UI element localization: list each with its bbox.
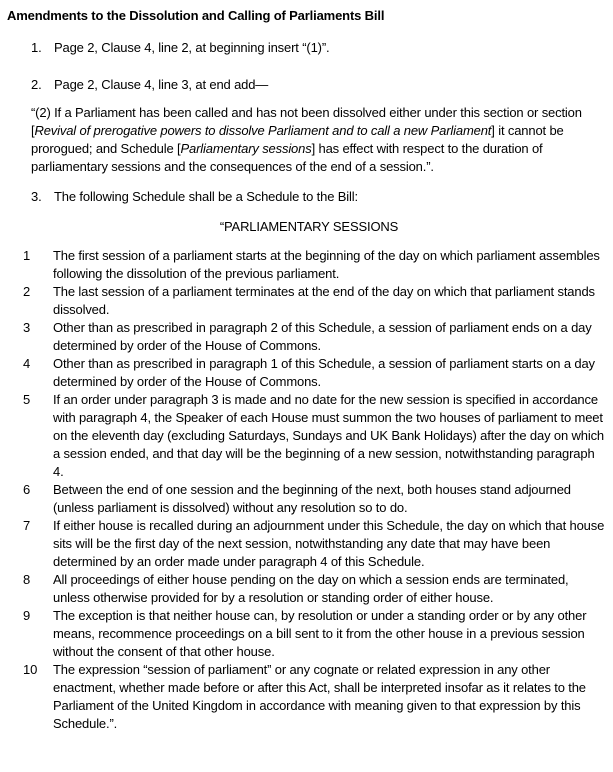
paragraph-number: 4 (23, 356, 31, 371)
paragraph-number: 6 (23, 482, 31, 497)
paragraph-number: 1 (23, 248, 31, 263)
paragraph-number: 9 (23, 608, 31, 623)
paragraph-number: 2 (23, 284, 31, 299)
schedule-paragraph (7, 481, 605, 517)
amendment-number: 2. (31, 77, 42, 92)
schedule-paragraph (7, 247, 605, 283)
paragraph-text: The expression “session of parliament” or any cognate or related expression in any other enactment, whether made before or after this Act, shall be interpreted insofar as it relates to the Parliament of the United Kingdom in accordance with meaning given to that expression by this Schedule.”. (53, 662, 586, 731)
paragraph-text: All proceedings of either house pending on the day on which a session ends are terminated, unless otherwise provided for by a resolution or standing order of either house. (53, 572, 569, 605)
paragraph-text: Between the end of one session and the beginning of the next, both houses stand adjourned (unless parliament is dissolved) without any resolution so to do. (53, 482, 571, 515)
paragraph-number: 7 (23, 518, 31, 533)
paragraph-text: Other than as prescribed in paragraph 2 of this Schedule, a session of parliament ends on a day determined by order of the House of Commons. (53, 320, 592, 353)
amendment-text: The following Schedule shall be a Schedule to the Bill: (54, 189, 358, 204)
paragraph-text: The last session of a parliament terminates at the end of the day on which that parliament stands dissolved. (53, 284, 595, 317)
amendment-2 (31, 76, 605, 94)
inserted-subsection-quote (31, 104, 605, 176)
schedule-paragraph (7, 661, 605, 733)
schedule-paragraph (7, 283, 605, 319)
quote-text-part-1: “(2) If a Parliament has been called and has not been dissolved either under this section or section [ (31, 105, 582, 138)
quote-text-part-3: ] has effect with respect to the duration of parliamentary sessions and the consequences of the end of a session.”. (31, 141, 543, 174)
paragraph-text: If an order under paragraph 3 is made and no date for the new session is specified in accordance with paragraph 4, the Speaker of each House must summon the two houses of parliament to meet on the eleventh day (excluding Saturdays, Sundays and UK Bank Holidays) after the day on which a session ended, and that day will be the beginning of a new session, notwithstanding paragraph 4. (53, 392, 605, 479)
paragraph-number: 3 (23, 320, 31, 335)
amendment-text: Page 2, Clause 4, line 2, at beginning insert “(1)”. (54, 40, 330, 55)
paragraph-text: The first session of a parliament starts at the beginning of the day on which parliament assembles following the dissolution of the previous parliament. (53, 248, 600, 281)
document-title: Amendments to the Dissolution and Calling of Parliaments Bill (7, 8, 385, 23)
schedule-heading: “PARLIAMENTARY SESSIONS (219, 219, 399, 234)
amendment-number: 1. (31, 40, 42, 55)
schedule-paragraph-list (7, 247, 605, 733)
schedule-paragraph (7, 391, 605, 481)
paragraph-text: The exception is that neither house can, by resolution or under a standing order or by any other means, recommence proceedings on a bill sent to it from the other house in a previous session without the consent of that other house. (53, 608, 587, 659)
paragraph-number: 10 (23, 662, 38, 677)
amendment-3 (31, 188, 605, 206)
quote-italic-section-title: Revival of prerogative powers to dissolve Parliament and to call a new Parliament (34, 123, 492, 138)
amendment-text: Page 2, Clause 4, line 3, at end add— (54, 77, 269, 92)
quote-italic-schedule-title: Parliamentary sessions (180, 141, 312, 156)
paragraph-number: 8 (23, 572, 31, 587)
amendment-number: 3. (31, 189, 42, 204)
paragraph-text: Other than as prescribed in paragraph 1 of this Schedule, a session of parliament starts on a day determined by order of the House of Commons. (53, 356, 595, 389)
paragraph-text: If either house is recalled during an adjournment under this Schedule, the day on which that house sits will be the first day of the next session, notwithstanding any date that may have been determined by an order made under paragraph 4 of this Schedule. (53, 518, 605, 569)
amendment-1 (31, 39, 605, 57)
paragraph-number: 5 (23, 392, 31, 407)
schedule-paragraph (7, 517, 605, 571)
schedule-paragraph (7, 607, 605, 661)
schedule-paragraph (7, 571, 605, 607)
schedule-paragraph (7, 355, 605, 391)
quote-text-part-2: ] it cannot be prorogued; and Schedule [ (31, 123, 564, 156)
schedule-paragraph (7, 319, 605, 355)
